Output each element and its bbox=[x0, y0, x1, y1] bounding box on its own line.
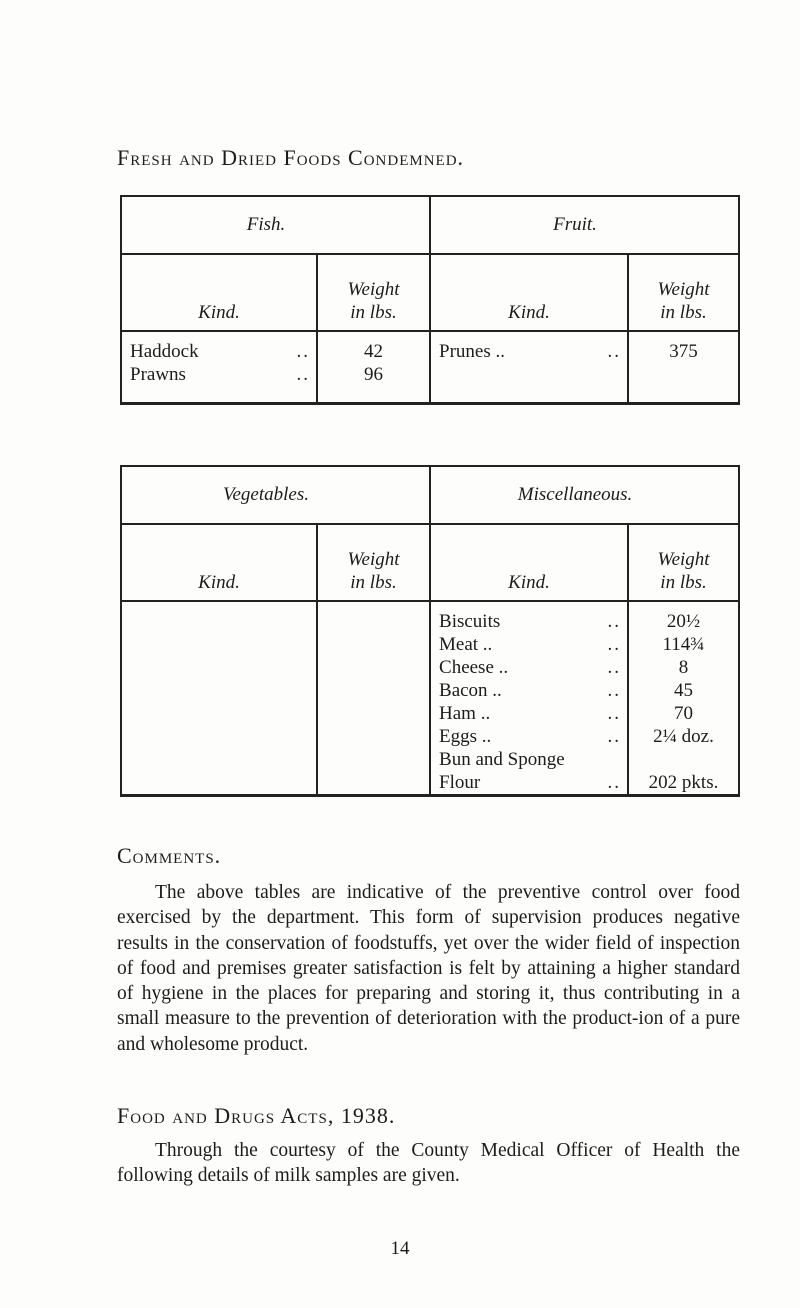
list-item: Bun and Sponge bbox=[439, 749, 565, 770]
fish-weight-header: Weight in lbs. bbox=[317, 254, 430, 331]
fruit-weight-header: Weight in lbs. bbox=[628, 254, 739, 331]
list-item: Meat .. .. bbox=[439, 634, 622, 655]
list-item: Cheese .. .. bbox=[439, 657, 622, 678]
comments-heading: Comments. bbox=[117, 843, 222, 868]
list-item: Bacon .. .. bbox=[439, 680, 622, 701]
fish-header: Fish. bbox=[121, 196, 430, 254]
list-item: Prawns .. bbox=[130, 364, 310, 385]
page-number: 14 bbox=[390, 1238, 410, 1259]
fruit-weight-cell: 375 bbox=[628, 331, 739, 403]
list-item: Eggs .. .. bbox=[439, 726, 622, 747]
vegetables-weight-header: Weight in lbs. bbox=[317, 524, 430, 601]
vegetables-header: Vegetables. bbox=[121, 466, 430, 524]
misc-weight-cell: 20½ 114¾ 8 45 70 2¼ doz. 202 pkts. bbox=[628, 601, 739, 796]
fish-kind-header: Kind. bbox=[121, 254, 317, 331]
miscellaneous-header: Miscellaneous. bbox=[430, 466, 739, 524]
list-item: Ham .. .. bbox=[439, 703, 622, 724]
fish-fruit-table bbox=[120, 195, 740, 405]
fish-kind-cell bbox=[121, 331, 317, 403]
misc-kind-cell bbox=[430, 601, 628, 796]
fish-weight-cell: 42 96 bbox=[317, 331, 430, 403]
page-title: Fresh and Dried Foods Condemned. bbox=[117, 145, 465, 170]
list-item: Haddock .. bbox=[130, 341, 310, 362]
list-item: Flour .. bbox=[439, 772, 622, 793]
fruit-header: Fruit. bbox=[430, 196, 739, 254]
food-drugs-paragraph: Through the courtesy of the County Medical Officer of Health the following details of milk samples are given. bbox=[117, 1140, 740, 1187]
comments-paragraph: The above tables are indicative of the preventive control over food exercised by the department. This form of supervision produces negative results in the conservation of foodstuffs, yet over the wider field of inspection of food and premises greater satisfaction is felt by attaining a higher standard of hygiene in the places for preparing and storing it, thus contributing in a small measure to the prevention of deterioration with the product-ion of a pure and wholesome product. bbox=[117, 882, 740, 1055]
misc-weight-header: Weight in lbs. bbox=[628, 524, 739, 601]
fruit-kind-header: Kind. bbox=[430, 254, 628, 331]
vegetables-weight-cell bbox=[317, 601, 430, 796]
vegetables-misc-table bbox=[120, 465, 740, 797]
list-item: Prunes .. .. bbox=[439, 341, 621, 362]
vegetables-kind-header: Kind. bbox=[121, 524, 317, 601]
vegetables-kind-cell bbox=[121, 601, 317, 796]
list-item: Biscuits .. bbox=[439, 611, 622, 632]
food-drugs-heading: Food and Drugs Acts, 1938. bbox=[117, 1103, 396, 1128]
fruit-kind-cell bbox=[430, 331, 628, 403]
misc-kind-header: Kind. bbox=[430, 524, 628, 601]
